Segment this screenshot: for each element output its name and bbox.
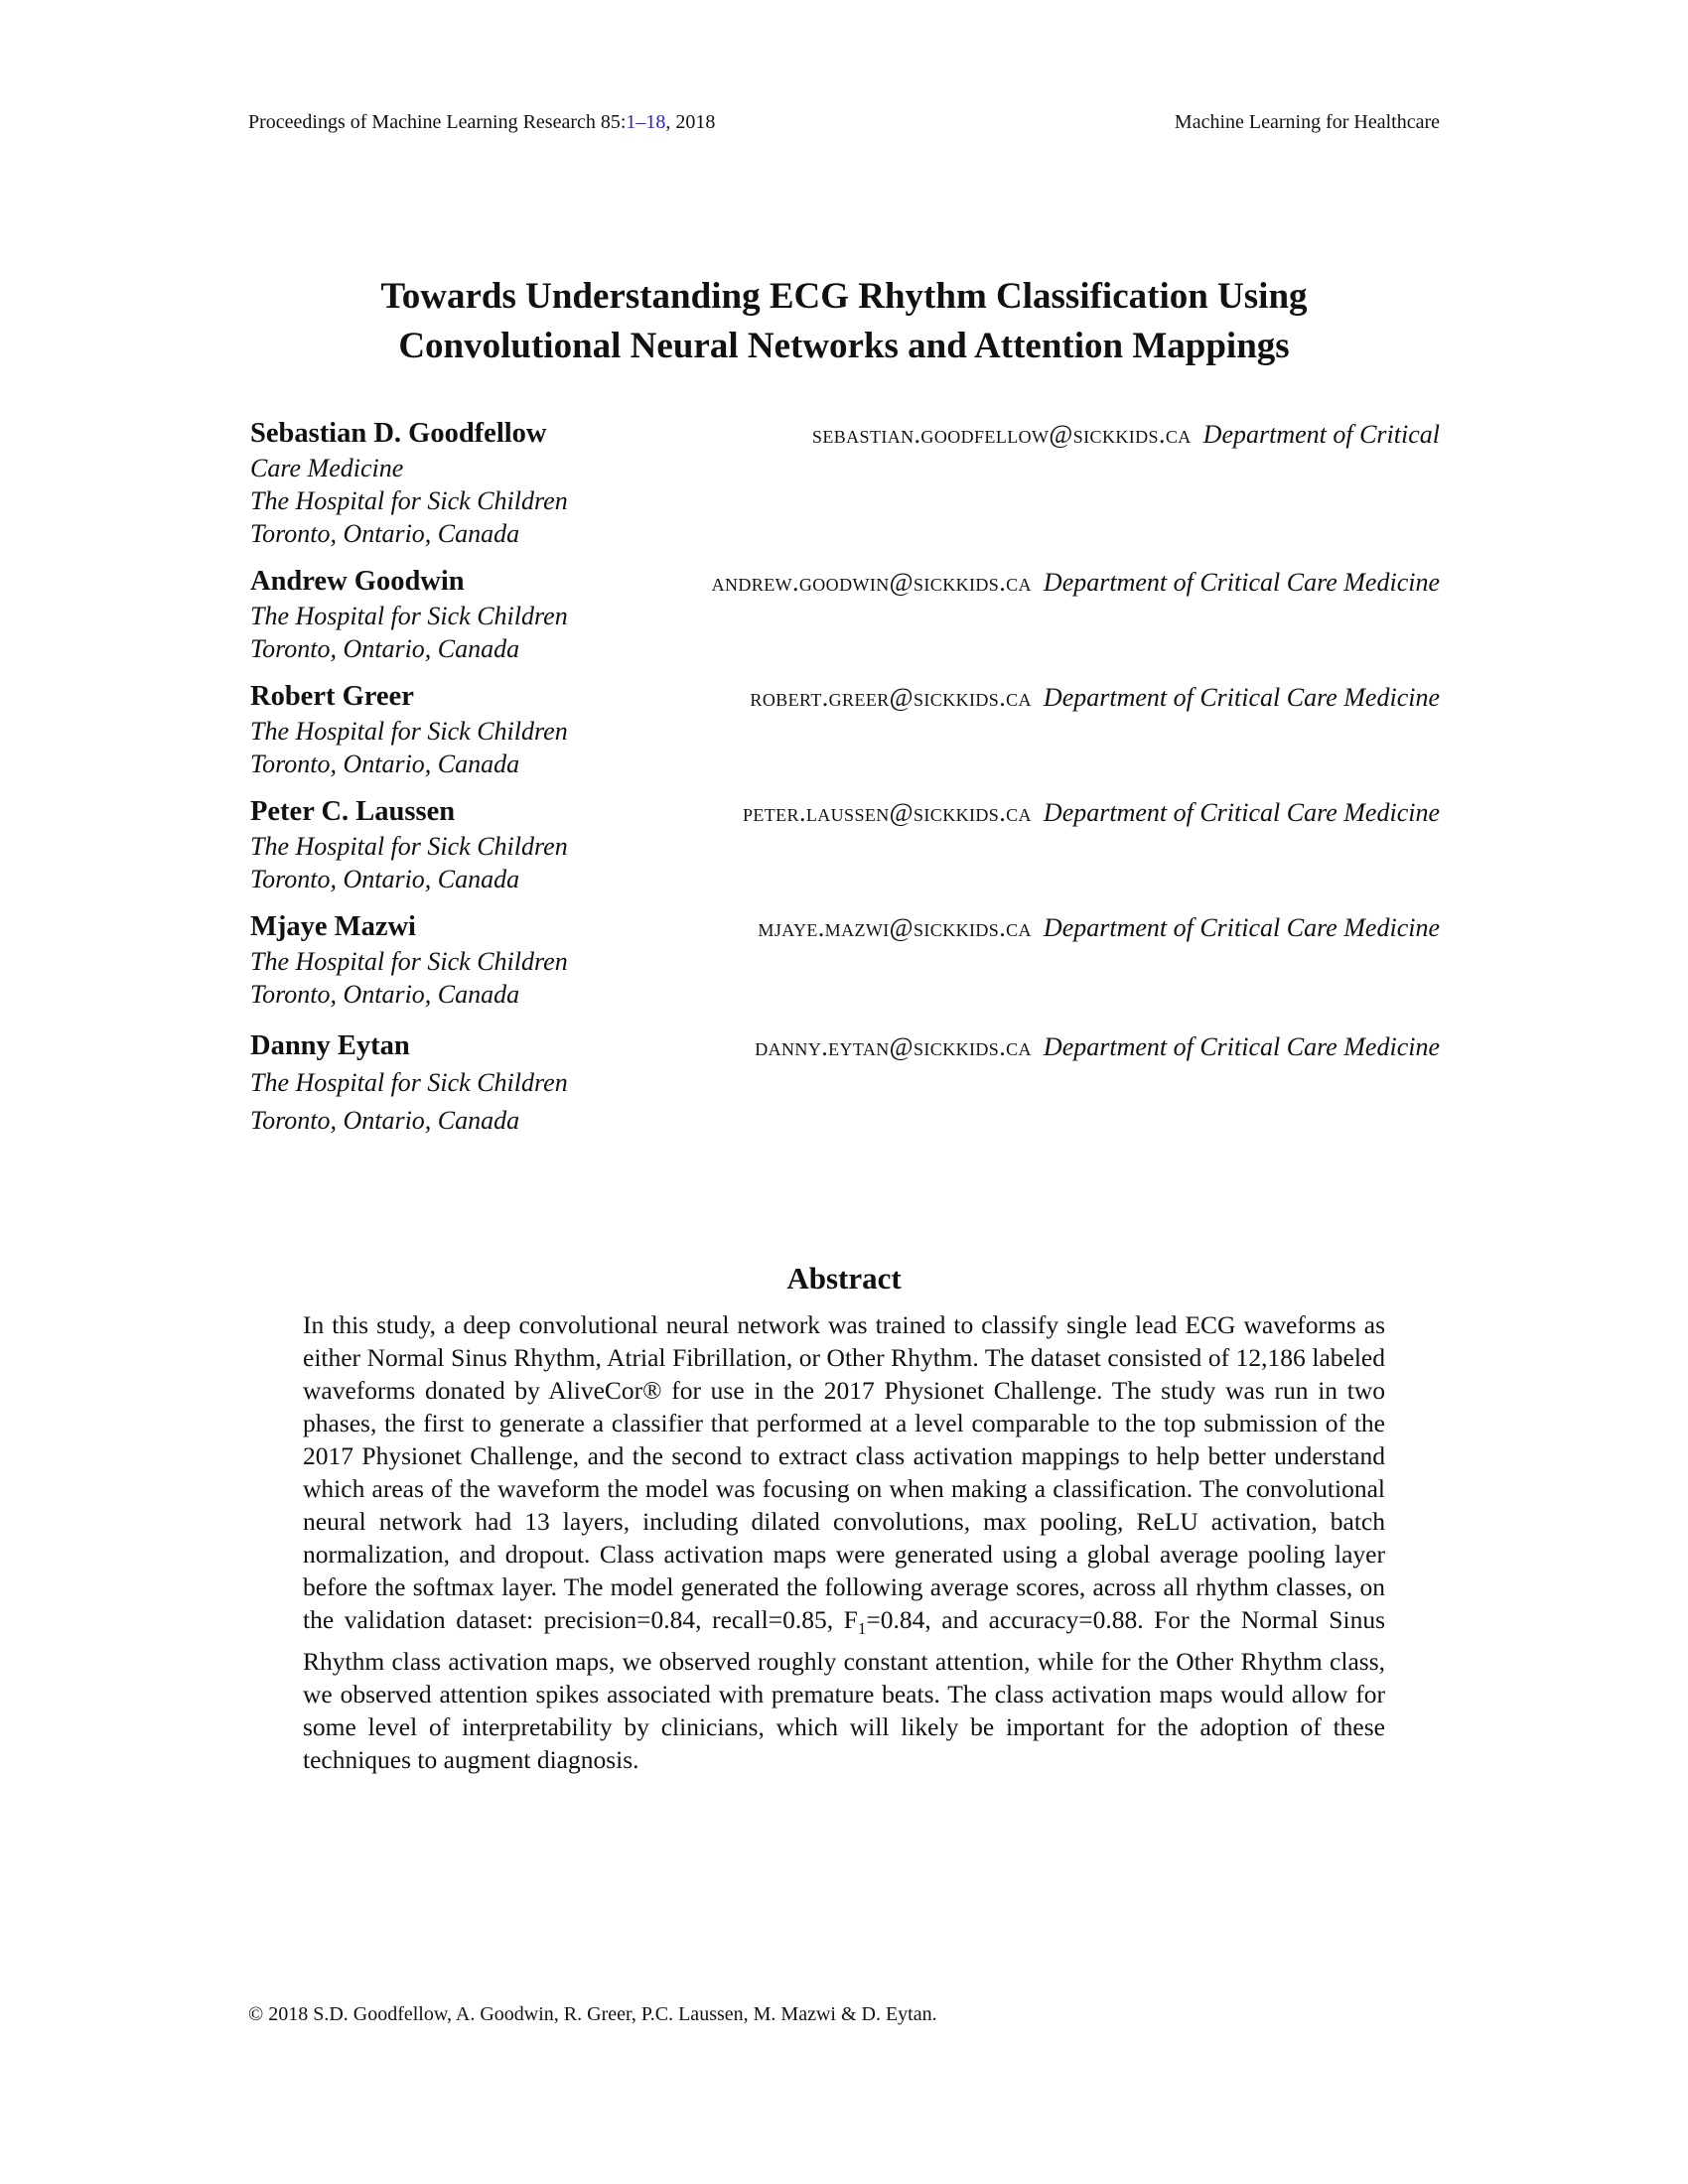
title-line-1: Towards Understanding ECG Rhythm Classification Using: [380, 276, 1308, 317]
abstract-text-part-1: In this study, a deep convolutional neural network was trained to classify single lead ECG waveforms as either Normal Sinus Rhythm, Atrial Fibrillation, or Other Rhythm. The dataset consisted of 12,186 labeled waveforms donated by AliveCor: [303, 1310, 1385, 1405]
author-location: Toronto, Ontario, Canada: [250, 634, 520, 663]
author-institution: The Hospital for Sick Children: [250, 947, 568, 976]
author-location: Toronto, Ontario, Canada: [250, 750, 520, 778]
header-year: , 2018: [665, 111, 716, 133]
running-header-right: Machine Learning for Healthcare: [1174, 111, 1440, 133]
author-block: [248, 681, 1440, 780]
author-name: Andrew Goodwin: [250, 566, 465, 597]
author-department: Department of Critical Care Medicine: [1043, 913, 1440, 942]
author-location: Toronto, Ontario, Canada: [250, 980, 520, 1009]
paper-title: [0, 272, 1688, 371]
running-header-left: [248, 111, 715, 134]
author-institution: The Hospital for Sick Children: [250, 832, 568, 861]
author-department: Department of Critical Care Medicine: [1043, 568, 1440, 597]
copyright-footer: [248, 2003, 937, 2026]
author-department: Department of Critical: [1202, 420, 1440, 449]
title-line-2: Convolutional Neural Networks and Attention Mappings: [398, 326, 1290, 366]
abstract-body: [303, 1308, 1385, 1776]
author-department: Department of Critical Care Medicine: [1043, 683, 1440, 712]
author-name: Mjaye Mazwi: [250, 911, 416, 942]
abstract-heading: Abstract: [786, 1261, 902, 1296]
author-location: Toronto, Ontario, Canada: [250, 1106, 520, 1135]
author-institution: The Hospital for Sick Children: [250, 486, 568, 515]
author-block: [248, 796, 1440, 895]
author-name: Robert Greer: [250, 681, 414, 712]
author-department: Department of Critical Care Medicine: [1043, 798, 1440, 827]
author-block: [248, 418, 1440, 550]
page-range-dash: –: [635, 111, 646, 133]
abstract-text-part-2: for use in the 2017 Physionet Challenge. The study was run in two phases, the first to generate a classifier that performed at a level comparable to the top submission of the 2017 Physionet Challenge, and the second to extract class activation mappings to help better understand which areas of the waveform the model was focusing on when making a classification. The convolutional neural network had 13 layers, including dilated convolutions, max pooling, ReLU activation, batch normalization, and dropout. Class activation maps were generated using a global average pooling layer before the softmax layer. The model generated the following average scores, across all rhythm classes, on the validation dataset: precision=0.84, recall=0.85, F: [303, 1376, 1385, 1634]
author-department-continued: Care Medicine: [250, 454, 404, 482]
abstract-text-part-3: =0.84, and accuracy=0.88. For the Normal Sinus Rhythm class activation maps, we observed roughly constant attention, while for the Other Rhythm class, we observed attention spikes associated with premature beats. The class activation maps would allow for some level of interpretability by clinicians, which will likely be important for the adoption of these techniques to augment diagnosis.: [303, 1605, 1385, 1775]
author-email: peter.laussen@sickkids.ca: [742, 798, 1032, 827]
author-block: [248, 1030, 1440, 1140]
author-name: Peter C. Laussen: [250, 796, 456, 827]
author-name: Danny Eytan: [250, 1030, 410, 1061]
author-institution: The Hospital for Sick Children: [250, 1068, 568, 1097]
registered-trademark-icon: ®: [642, 1376, 662, 1405]
author-email: mjaye.mazwi@sickkids.ca: [758, 913, 1032, 942]
author-email: sebastian.goodfellow@sickkids.ca: [811, 420, 1192, 449]
copyright-text: 2018 S.D. Goodfellow, A. Goodwin, R. Greer, P.C. Laussen, M. Mazwi & D. Eytan.: [263, 2003, 937, 2025]
copyright-icon: ©: [248, 2003, 264, 2025]
author-email: robert.greer@sickkids.ca: [750, 683, 1032, 712]
author-location: Toronto, Ontario, Canada: [250, 519, 520, 548]
f1-subscript: 1: [857, 1619, 867, 1639]
author-institution: The Hospital for Sick Children: [250, 717, 568, 746]
header-proceedings: Proceedings of Machine Learning Research 85:: [248, 111, 627, 133]
author-email: danny.eytan@sickkids.ca: [755, 1032, 1032, 1061]
author-department: Department of Critical Care Medicine: [1043, 1032, 1440, 1061]
author-block: [248, 566, 1440, 665]
page-end-link[interactable]: 18: [645, 111, 666, 133]
author-email: andrew.goodwin@sickkids.ca: [711, 568, 1032, 597]
author-institution: The Hospital for Sick Children: [250, 602, 568, 630]
author-block: [248, 911, 1440, 1011]
author-location: Toronto, Ontario, Canada: [250, 865, 520, 893]
page-start-link[interactable]: 1: [626, 111, 636, 133]
author-name: Sebastian D. Goodfellow: [250, 418, 547, 449]
